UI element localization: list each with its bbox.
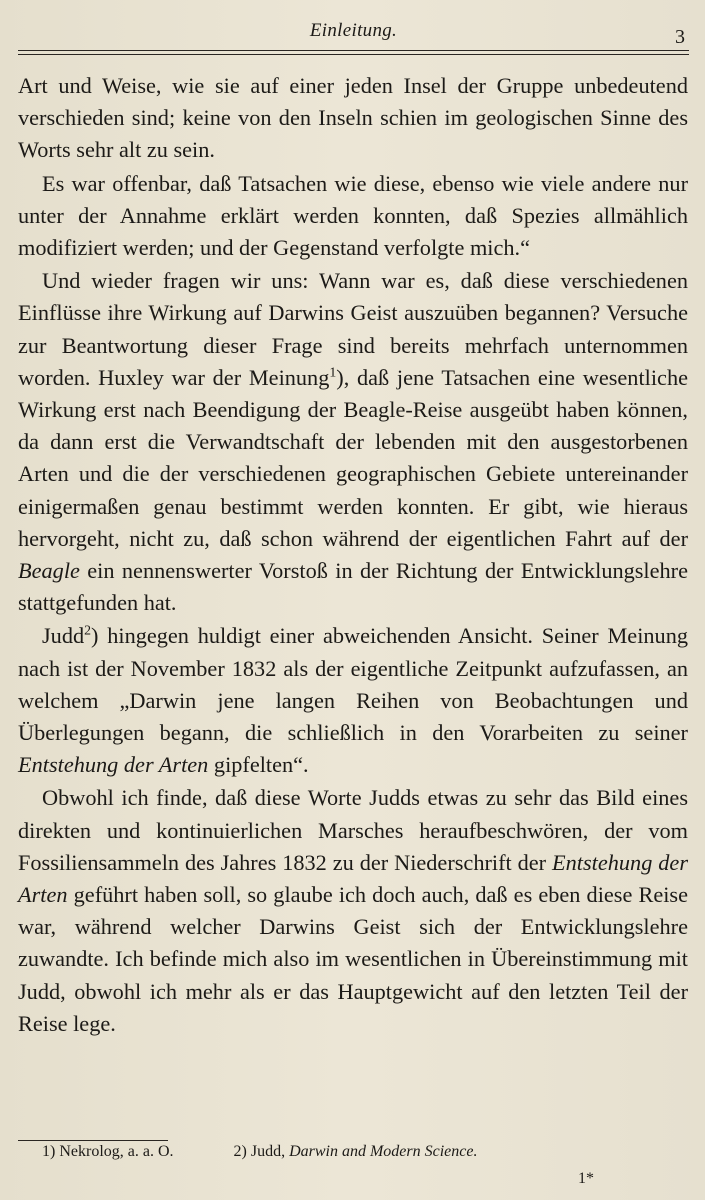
italic-text: Darwin and Modern Science. bbox=[289, 1143, 478, 1160]
header-double-rule bbox=[18, 50, 689, 55]
page-header bbox=[18, 16, 689, 56]
text-run: ), daß jene Tatsachen eine wesentliche Wirkung erst nach Beendigung der Beagle-Reise ausgeübt haben können, da dann erst die Verwandtschaft der lebenden mit den ausgestorbenen Arten und die der verschiedenen geographischen Gebiete untereinander einigermaßen genau bestimmt werden konnten. Er gibt, wie hieraus hervorgeht, nicht zu, daß schon während der eigentlichen Fahrt auf der bbox=[18, 364, 688, 551]
footnote-2 bbox=[234, 1140, 478, 1164]
paragraph bbox=[18, 70, 688, 167]
paragraph bbox=[18, 620, 688, 781]
text-run: Art und Weise, wie sie auf einer jeden Insel der Gruppe unbedeutend verschieden sind; keine von den Inseln schien im geologischen Sinne des Worts sehr alt zu sein. bbox=[18, 73, 688, 163]
italic-text: Entstehung der Arten bbox=[18, 849, 688, 908]
page-number: 3 bbox=[675, 26, 685, 48]
footnote-1 bbox=[42, 1140, 174, 1164]
text-run: Und wieder fragen wir uns: Wann war es, daß diese verschiedenen Einflüsse ihre Wirkung auf Darwins Geist auszuüben begannen? Versuche zur Beantwortung dieser Frage sind bereits mehrfach unternommen worden. Huxley war der Meinung bbox=[18, 268, 688, 390]
footnote-ref: 1 bbox=[329, 364, 337, 380]
text-run: geführt haben soll, so glaube ich doch auch, daß es eben diese Reise war, während welcher Darwins Geist sich der Entwicklungslehre zuwandte. Ich befinde mich also im wesentlichen in Übereinstimmung mit Judd, obwohl ich mehr als er das Hauptgewicht auf den letzten Teil der Reise lege. bbox=[18, 882, 688, 1036]
footnote-ref: 2 bbox=[84, 623, 92, 639]
text-run: Judd bbox=[42, 623, 85, 649]
paragraph bbox=[18, 265, 688, 619]
text-run: 1) Nekrolog, a. a. O. bbox=[42, 1143, 174, 1160]
text-run: ) hingegen huldigt einer abweichenden Ansicht. Seiner Meinung nach ist der November 1832 als der eigentliche Zeitpunkt aufzufassen, an welchem „Darwin jene langen Reihen von Beobachtungen und Überlegungen begann, die schließlich in den Vorarbeiten zu seiner bbox=[18, 623, 688, 746]
italic-text: Entstehung der Arten bbox=[18, 752, 209, 778]
italic-text: Beagle bbox=[18, 558, 80, 584]
paragraph bbox=[18, 782, 688, 1040]
text-run: Obwohl ich finde, daß diese Worte Judds etwas zu sehr das Bild eines direkten und kontinuierlichen Marsches heraufbeschwören, der vom Fossiliensammeln des Jahres 1832 zu der Niederschrift der bbox=[18, 785, 688, 875]
body-text bbox=[18, 70, 688, 1041]
paragraph bbox=[18, 168, 688, 265]
text-run: Es war offenbar, daß Tatsachen wie diese, ebenso wie viele andere nur unter der Annahme erklärt werden konnten, daß Spezies allmählich modifiziert werden; und der Gegenstand verfolgte mich.“ bbox=[18, 170, 688, 261]
signature-mark: 1* bbox=[578, 1170, 594, 1187]
running-head: Einleitung. bbox=[309, 20, 398, 41]
text-run: ein nennenswerter Vorstoß in der Richtung der Entwicklungslehre stattgefunden hat. bbox=[18, 558, 688, 616]
text-run: 2) Judd, bbox=[233, 1143, 290, 1160]
text-run: gipfelten“. bbox=[208, 752, 309, 778]
footnotes bbox=[42, 1140, 682, 1164]
